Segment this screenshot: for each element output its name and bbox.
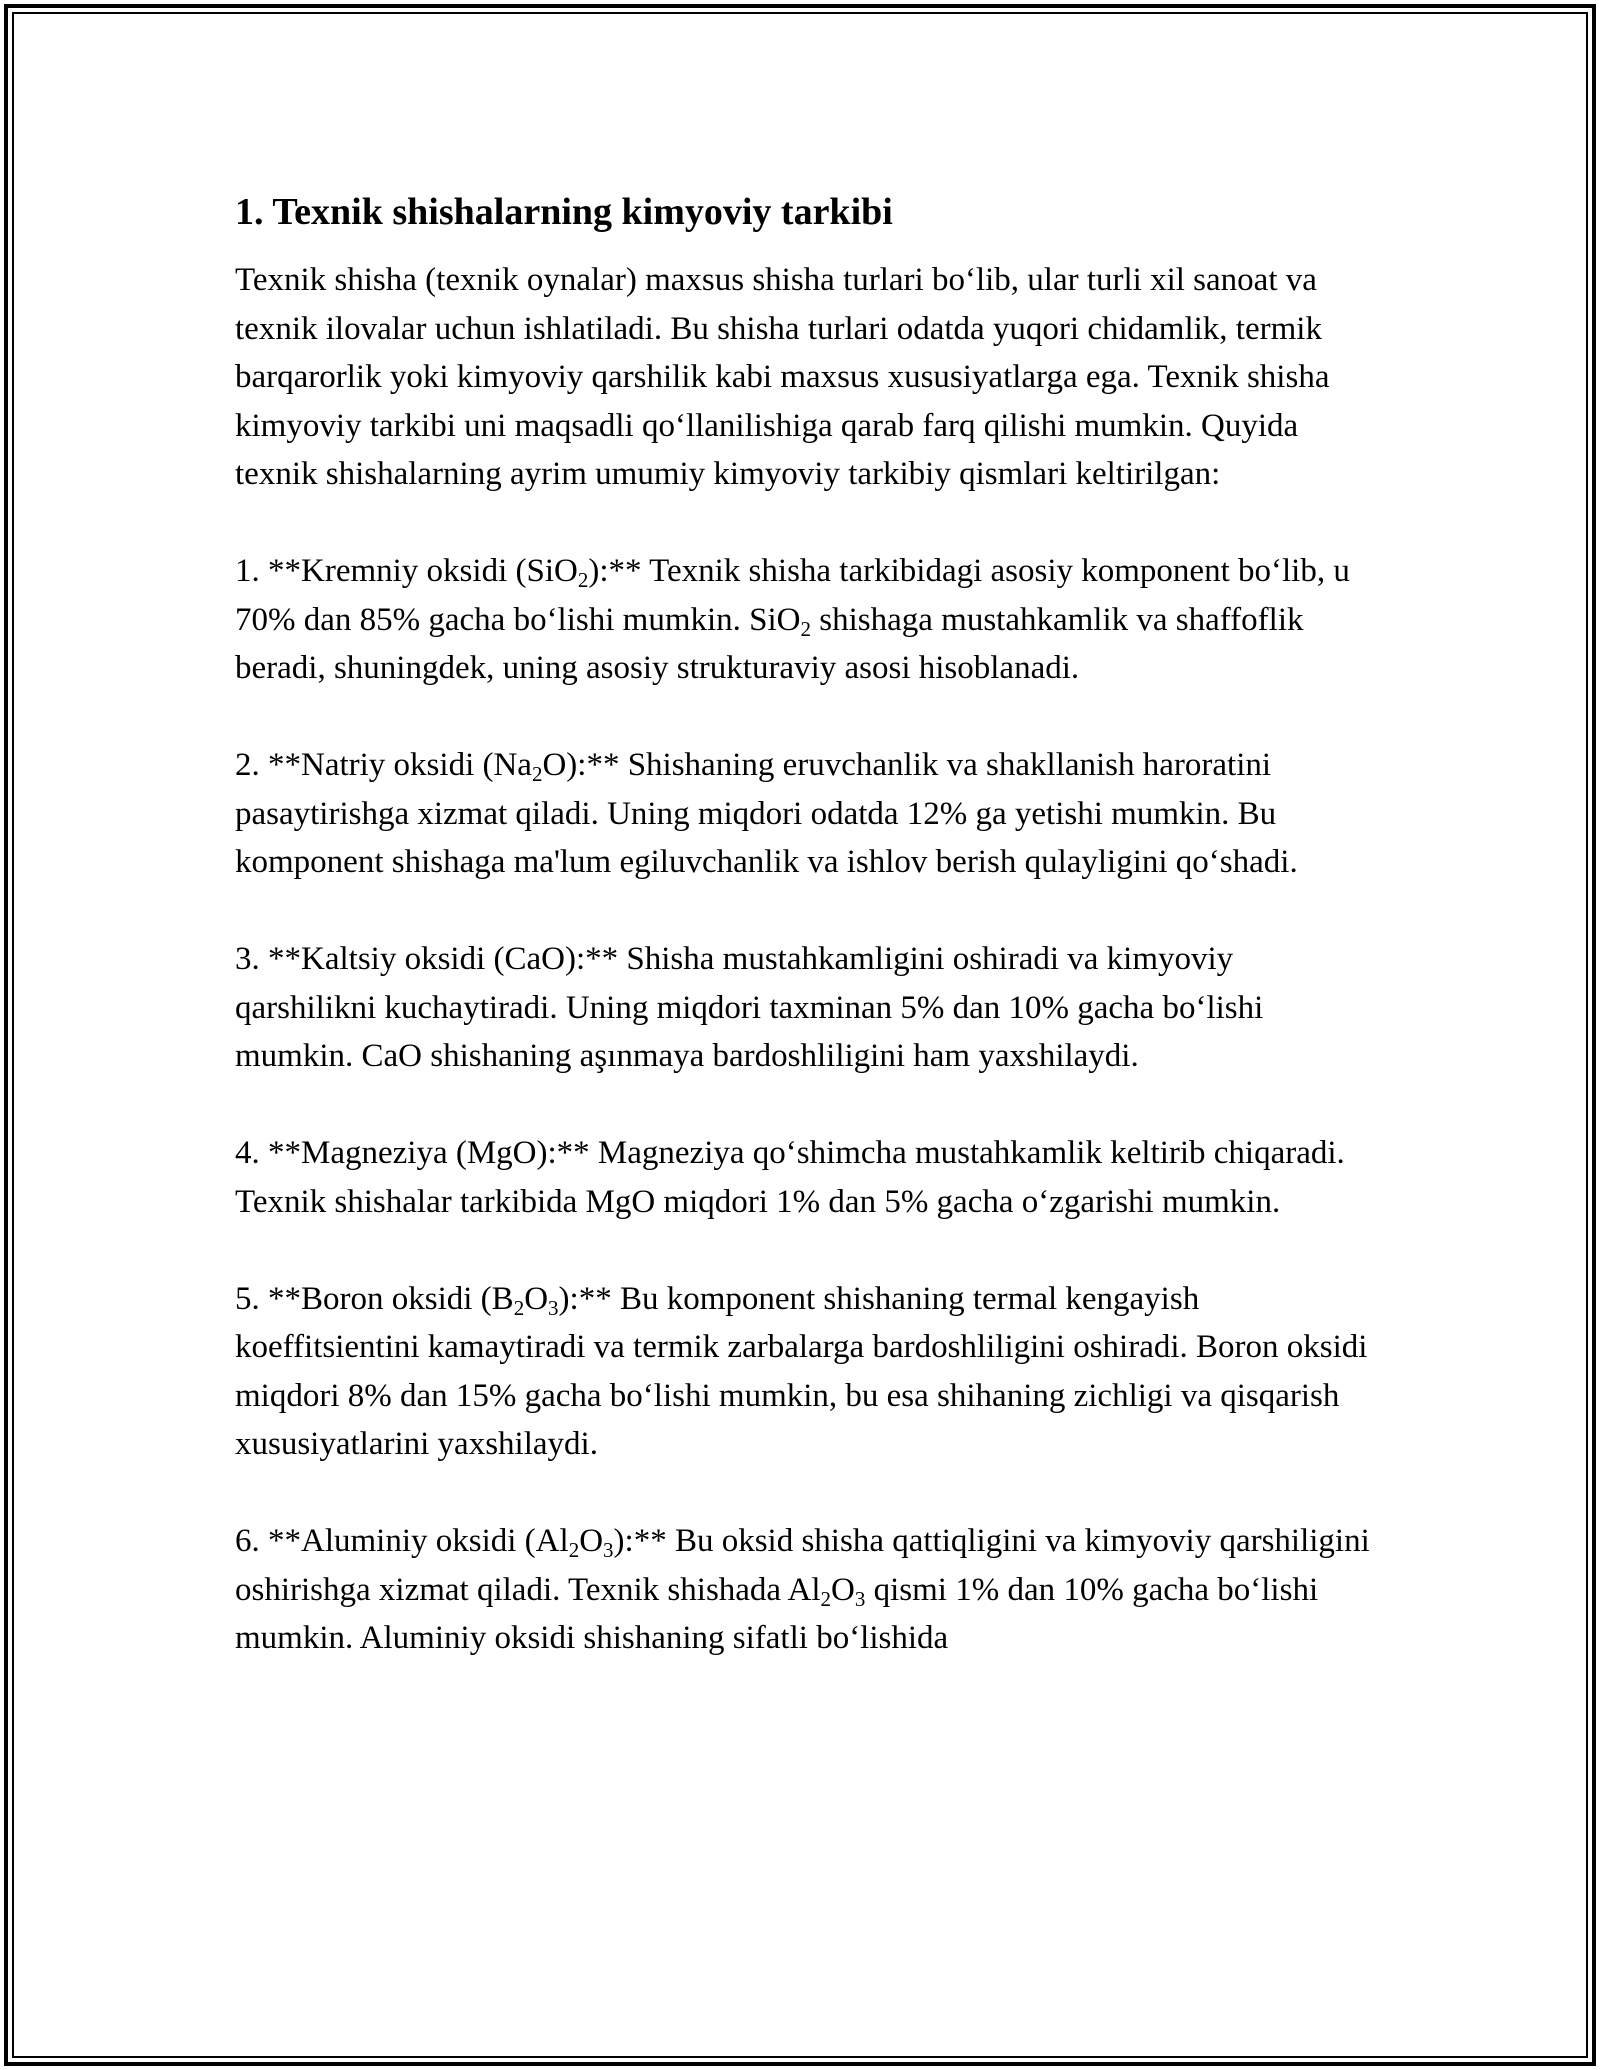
subscript: 2 (577, 568, 589, 592)
item-text: 2. **Natriy oksidi (Na (235, 747, 532, 783)
subscript: 3 (854, 1586, 866, 1611)
subscript: 3 (548, 1295, 559, 1320)
section-heading: 1. Texnik shishalarning kimyoviy tarkibi (235, 191, 893, 233)
item-calcium-oxide: 3. **Kaltsiy oksidi (CaO):** Shisha mustahkamligini oshiradi va kimyoviy qarshilikni kuchaytiradi. Uning miqdori taxminan 5% dan 10% gacha bo‘lishi mumkin. CaO shishaning aşınmaya bardoshliligini ham yaxshilaydi. (235, 941, 1264, 1074)
item-silica (235, 547, 1375, 693)
item-text: 1. **Kremniy oksidi (SiO (235, 553, 578, 589)
item-text: O (524, 1280, 549, 1317)
item-text: 6. **Aluminiy oksidi (Al (235, 1523, 569, 1559)
subscript: 2 (513, 1295, 525, 1320)
item-text: ):** Bu oksid shisha qattiqligini va kimyoviy qarshiligini oshirishga xizmat qiladi. Texnik shishada Al (235, 1523, 1370, 1608)
item-aluminium-oxide (235, 1517, 1375, 1663)
item-sodium-oxide (235, 741, 1375, 887)
subscript: 2 (820, 1586, 832, 1611)
item-text: 5. **Boron oksidi (B (235, 1280, 514, 1317)
subscript: 3 (603, 1538, 614, 1562)
item-magnesia: 4. **Magneziya (MgO):** Magneziya qo‘shimcha mustahkamlik keltirib chiqaradi. Texnik shishalar tarkibida MgO miqdori 1% dan 5% gacha o‘zgarishi mumkin. (235, 1135, 1345, 1220)
item-text: O):** Shishaning eruvchanlik va shakllanish haroratini pasaytirishga xizmat qiladi. Uning miqdori odatda 12% ga yetishi mumkin. Bu komponent shishaga ma'lum egiluvchanlik va ishlov berish qulayligini qo‘shadi. (235, 747, 1298, 880)
subscript: 2 (531, 762, 543, 786)
item-text: O (831, 1571, 855, 1608)
item-text: O (579, 1523, 604, 1559)
item-text: qismi 1% dan 10% gacha bo‘lishi mumkin. Aluminiy oksidi shishaning sifatli bo‘lishida (235, 1571, 1319, 1656)
item-text: ):** Bu komponent shishaning termal kengayish koeffitsientini kamaytiradi va termik zarbalarga bardoshliligini oshiradi. Boron oksidi miqdori 8% dan 15% gacha bo‘lishi mumkin, bu esa shihaning zichligi va qisqarish xususiyatlarini yaxshilaydi. (235, 1280, 1368, 1462)
item-boron-oxide (235, 1275, 1375, 1469)
subscript: 2 (568, 1538, 580, 1562)
item-text: ):** Texnik shisha tarkibidagi asosiy komponent bo‘lib, u 70% dan 85% gacha bo‘lishi mumkin. SiO (235, 553, 1350, 638)
intro-paragraph: Texnik shisha (texnik oynalar) maxsus shisha turlari bo‘lib, ular turli xil sanoat va texnik ilovalar uchun ishlatiladi. Bu shisha turlari odatda yuqori chidamlik, termik barqarorlik yoki kimyoviy qarshilik kabi maxsus xususiyatlarga ega. Texnik shisha kimyoviy tarkibi uni maqsadli qo‘llanilishiga qarab farq qilishi mumkin. Quyida texnik shishalarning ayrim umumiy kimyoviy tarkibiy qismlari keltirilgan: (235, 262, 1330, 492)
subscript: 2 (800, 616, 812, 641)
document-body (235, 188, 1375, 1711)
item-text: shishaga mustahkamlik va shaffoflik beradi, shuningdek, uning asosiy strukturaviy asosi hisoblanadi. (235, 601, 1304, 686)
